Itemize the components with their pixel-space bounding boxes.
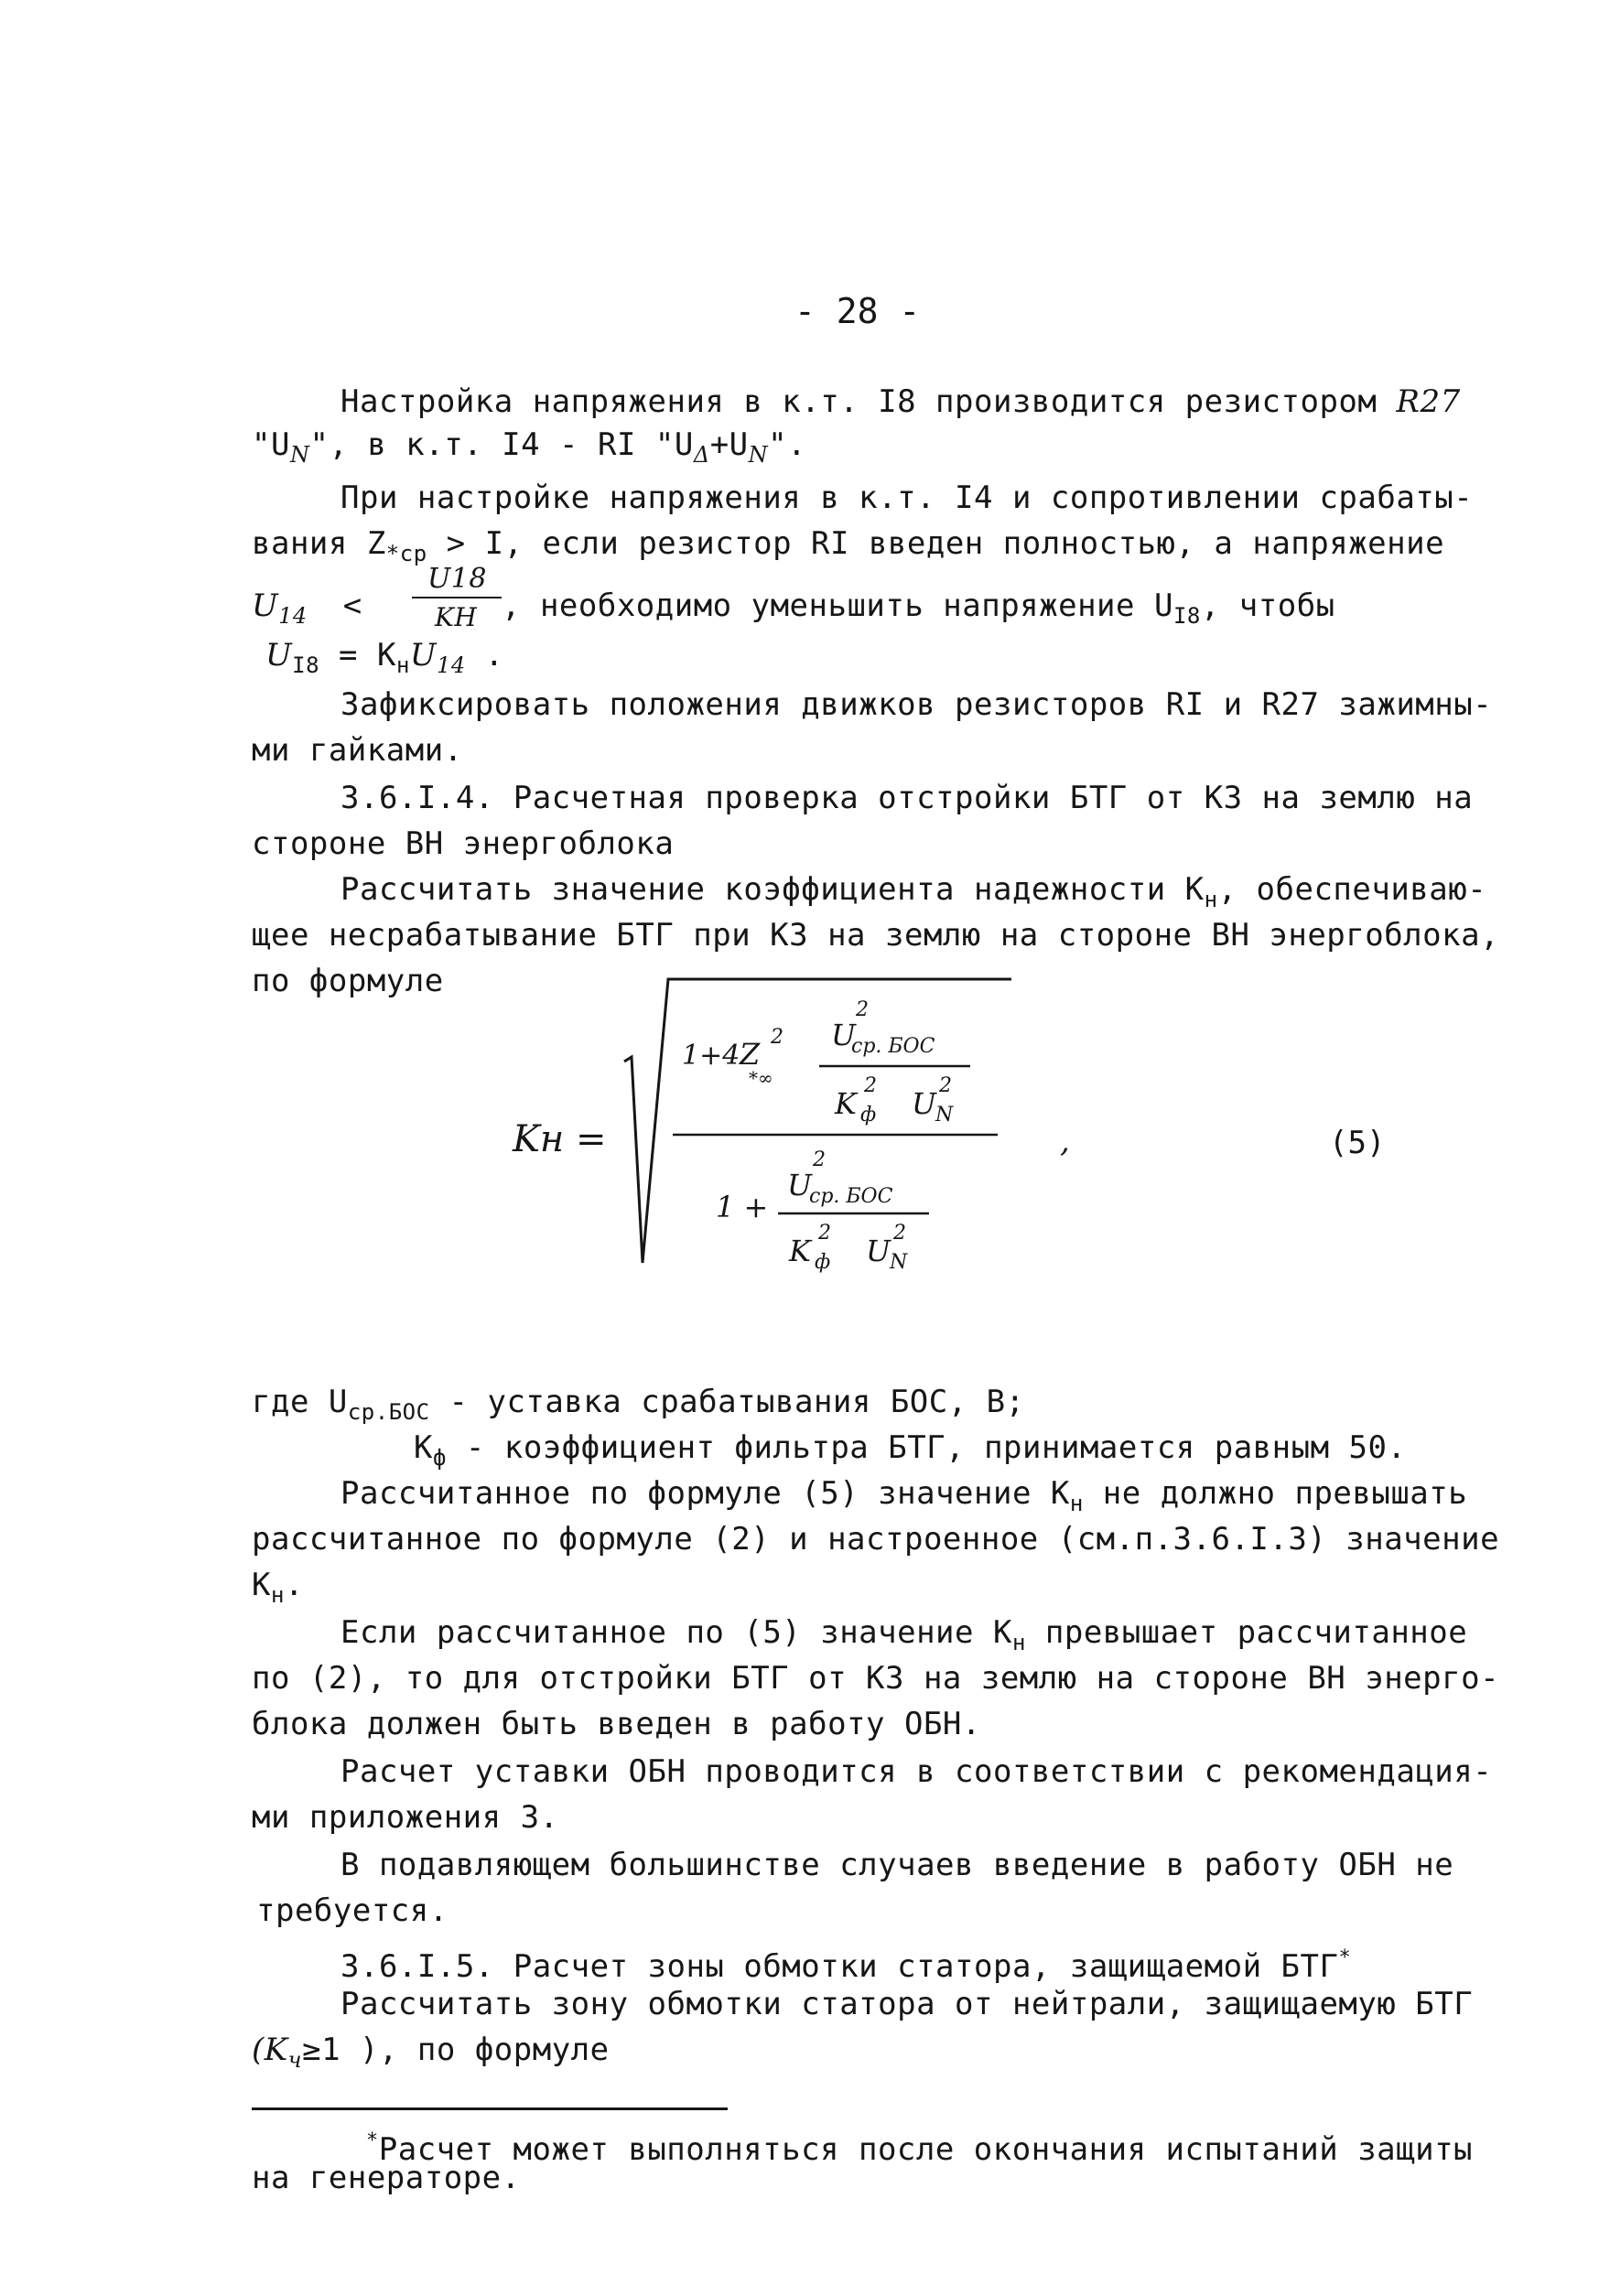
paragraph-line: [340, 1940, 1351, 1985]
radical-sign: [624, 979, 1011, 1263]
formula-term: N: [890, 1251, 908, 1274]
text: К: [252, 1567, 271, 1603]
paragraph-line: [252, 2032, 610, 2078]
text: ", в к.т. I4 - RI "U: [309, 426, 694, 463]
paragraph-line: 3.6.I.4. Расчетная проверка отстройки БТГ от КЗ на землю на: [340, 780, 1474, 816]
text: U: [252, 587, 279, 624]
formula-term: U: [866, 1234, 891, 1268]
paragraph-line: Рассчитать зону обмотки статора от нейтрали, защищаемую БТГ: [340, 1986, 1474, 2022]
subscript: I8: [1172, 603, 1201, 629]
text: > I, если резистор RI введен полностью, а напряжение: [427, 525, 1445, 562]
formula-term: 2: [893, 1222, 906, 1245]
footnote-marker: *: [1338, 1946, 1352, 1969]
subscript: н: [1011, 1630, 1026, 1655]
formula-term: 1 +: [716, 1190, 769, 1224]
footnote-line: [366, 2123, 1473, 2168]
formula-term: ф: [860, 1104, 877, 1126]
subscript: ч: [287, 2047, 303, 2073]
paragraph-line: При настройке напряжения в к.т. I4 и сопротивлении срабаты-: [340, 480, 1474, 516]
paragraph-line: по формуле: [252, 963, 444, 999]
formula-term: N: [935, 1104, 954, 1126]
text: вания Z: [252, 525, 386, 562]
formula-term: 2: [864, 1074, 877, 1097]
formula-term: 2: [771, 1026, 783, 1049]
subscript: н: [1204, 887, 1218, 912]
paragraph-line: В подавляющем большинстве случаев введение в работу ОБН не: [340, 1847, 1454, 1883]
subscript: н: [395, 652, 410, 678]
formula-lhs: Kн =: [513, 1118, 607, 1160]
paragraph-line: Зафиксировать положения движков резисторов RI и R27 зажимны-: [340, 686, 1493, 723]
subscript: н: [1069, 1491, 1084, 1516]
paragraph-line: блока должен быть введен в работу ОБН.: [252, 1706, 981, 1742]
formula-term: 2: [818, 1222, 831, 1245]
formula-term: *∞: [749, 1067, 773, 1089]
subscript: Δ: [693, 442, 710, 468]
subscript: N: [289, 442, 310, 468]
text: 3.6.I.5. Расчет зоны обмотки статора, защищаемой БТГ: [340, 1948, 1339, 1985]
text: = K: [319, 637, 396, 674]
text: ".: [768, 426, 807, 463]
text: +U: [709, 426, 749, 463]
subscript: ф: [432, 1445, 447, 1471]
footnote-line: на генераторе.: [252, 2160, 521, 2196]
footnote-marker: *: [366, 2129, 379, 2152]
text: Рассчитанное по формуле (5) значение К: [340, 1475, 1070, 1512]
paragraph-line: [414, 1429, 1406, 1476]
formula-term: Z: [740, 1037, 761, 1072]
formula-term: ср. БОС: [851, 1035, 935, 1058]
text: R27: [1396, 383, 1461, 420]
fraction-numerator: U18: [427, 563, 487, 595]
paragraph-line: [252, 1384, 1025, 1430]
paragraph-line: [252, 1567, 304, 1613]
text: , необходимо уменьшить напряжение U: [502, 587, 1173, 624]
subscript: I8: [292, 652, 320, 678]
formula-term: 1+4: [682, 1040, 740, 1072]
text: где U: [252, 1384, 348, 1420]
formula-term: 2: [856, 998, 869, 1021]
text: .: [465, 637, 504, 674]
formula-term: U: [831, 1018, 856, 1052]
paragraph-line: щее несрабатывание БТГ при КЗ на землю на стороне ВН энергоблока,: [252, 917, 1500, 954]
formula-term: U: [787, 1168, 812, 1202]
formula-term: K: [835, 1086, 857, 1121]
subscript: N: [748, 442, 769, 468]
text: .: [284, 1567, 304, 1603]
text: - коэффициент фильтра БТГ, принимается равным 50.: [446, 1429, 1407, 1466]
text: - уставка срабатывания БОС, В;: [429, 1384, 1025, 1420]
text: , обеспечиваю-: [1217, 871, 1487, 908]
text: (K: [252, 2032, 288, 2068]
formula-term: ср. БОС: [809, 1185, 893, 1208]
text: не должно превышать: [1083, 1475, 1468, 1512]
text: превышает рассчитанное: [1025, 1614, 1468, 1651]
paragraph-line: рассчитанное по формуле (2) и настроенное (см.п.3.6.I.3) значение: [252, 1521, 1500, 1558]
paragraph-line: Расчет уставки ОБН проводится в соответствии с рекомендация-: [340, 1753, 1493, 1790]
formula-term: U: [912, 1086, 936, 1121]
text: К: [414, 1429, 433, 1466]
subscript: н: [270, 1582, 285, 1608]
formula-term: 2: [813, 1148, 826, 1171]
text: "U: [252, 426, 290, 463]
text: Если рассчитанное по (5) значение К: [340, 1614, 1012, 1651]
text: Рассчитать значение коэффициента надежности К: [340, 871, 1205, 908]
subscript: 14: [278, 603, 308, 629]
paragraph-line: ми приложения 3.: [252, 1799, 559, 1836]
equation-number: (5): [1329, 1125, 1386, 1161]
formula-term: K: [789, 1234, 811, 1268]
paragraph-line: [340, 1614, 1467, 1661]
formula-comma: ,: [1060, 1123, 1070, 1159]
footnote-rule: [252, 2107, 728, 2110]
subscript: *ср: [385, 541, 427, 566]
paragraph-line: по (2), то для отстройки БТГ от КЗ на землю на стороне ВН энерго-: [252, 1660, 1500, 1697]
subscript: ср.БОС: [347, 1399, 430, 1425]
text: <: [342, 587, 362, 624]
paragraph-line: требуется.: [256, 1892, 448, 1929]
text: Расчет может выполняться после окончания испытаний защиты: [378, 2131, 1474, 2168]
paragraph-line: [340, 1475, 1467, 1522]
text: U: [409, 637, 438, 674]
text: ≥1 ), по формуле: [302, 2032, 610, 2068]
text: U: [265, 637, 293, 674]
text: Настройка напряжения в к.т. I8 производится резистором: [340, 383, 1378, 420]
subscript: 14: [437, 652, 466, 678]
formula-term: 2: [939, 1074, 952, 1097]
formula-term: ф: [815, 1251, 831, 1274]
text: , чтобы: [1200, 587, 1335, 624]
fraction-denominator: KH: [435, 602, 478, 632]
page-number: - 28 -: [794, 291, 921, 331]
paragraph-line: ми гайками.: [252, 732, 463, 769]
paragraph-line: стороне ВН энергоблока: [252, 825, 675, 862]
